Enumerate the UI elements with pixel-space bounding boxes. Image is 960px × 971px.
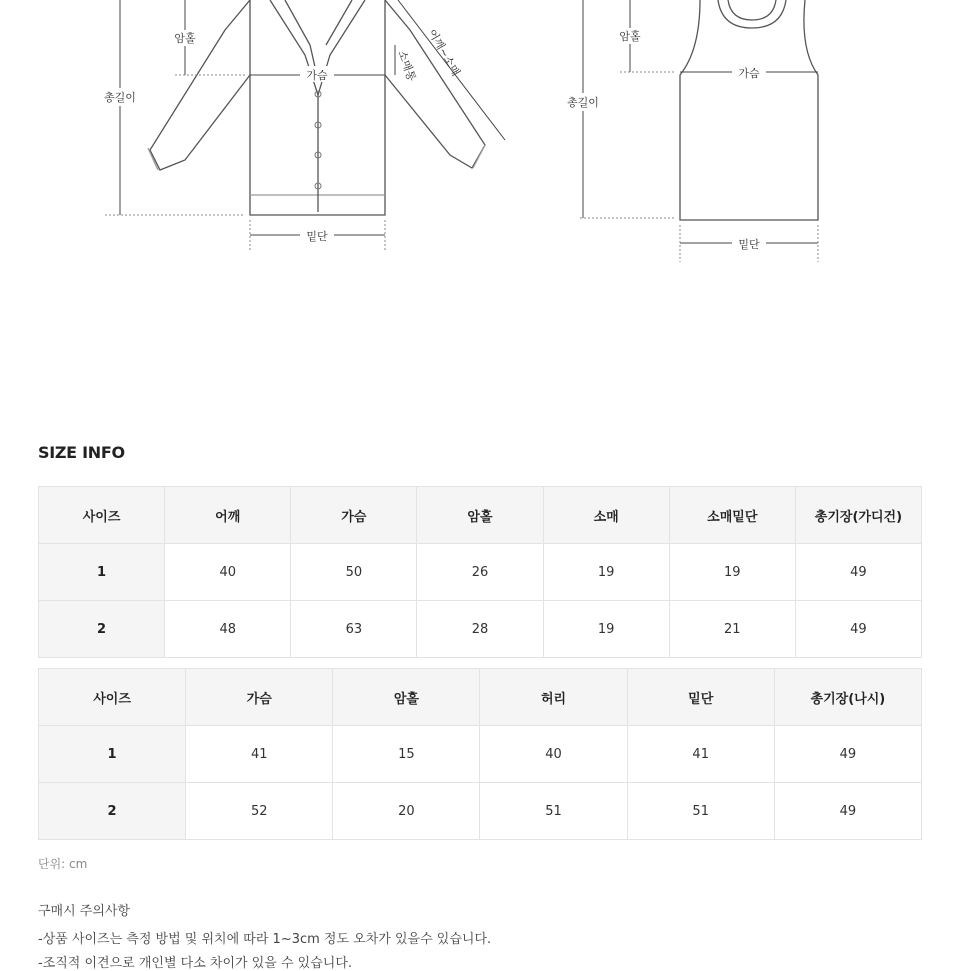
table-cell: 50 (291, 544, 417, 601)
table-cell: 49 (795, 544, 921, 601)
table-cell: 41 (627, 726, 774, 783)
size-cell: 1 (39, 726, 186, 783)
table-header-row (39, 669, 922, 726)
header-cell: 소매 (543, 487, 669, 544)
table-cell: 40 (165, 544, 291, 601)
header-cell: 소매밑단 (669, 487, 795, 544)
table-row (39, 544, 922, 601)
vest-hem-label: 밑단 (738, 238, 760, 251)
size-cell: 1 (39, 544, 165, 601)
size-info-title: SIZE INFO (38, 443, 125, 462)
cardigan-chest-label: 가슴 (306, 69, 328, 82)
vest-illustration (680, 0, 818, 220)
table-cell: 15 (333, 726, 480, 783)
size-cell: 2 (39, 601, 165, 658)
table-row (39, 601, 922, 658)
notice-title: 구매시 주의사항 (38, 904, 131, 919)
header-cell: 암홀 (417, 487, 543, 544)
table-cell: 49 (795, 601, 921, 658)
cardigan-hem-label: 밑단 (306, 230, 328, 243)
cardigan-size-table (38, 486, 922, 658)
header-cell: 총기장(나시) (774, 669, 921, 726)
cardigan-cuff-label: 소매통 (395, 48, 419, 83)
table-cell: 26 (417, 544, 543, 601)
header-cell: 총기장(가디건) (795, 487, 921, 544)
table-cell: 63 (291, 601, 417, 658)
table-cell: 52 (186, 783, 333, 840)
cardigan-shoulder-sleeve-label: 어깨~소매 (425, 27, 463, 79)
table-cell: 28 (417, 601, 543, 658)
header-cell: 사이즈 (39, 487, 165, 544)
table-row (39, 783, 922, 840)
table-cell: 19 (543, 544, 669, 601)
notice-line: -상품 사이즈는 측정 방법 및 위치에 따라 1~3cm 정도 오차가 있을수 있습니다. (38, 932, 492, 947)
size-diagram (0, 0, 960, 300)
table-row (39, 726, 922, 783)
header-cell: 어깨 (165, 487, 291, 544)
header-cell: 가슴 (186, 669, 333, 726)
header-cell: 허리 (480, 669, 627, 726)
table-cell: 49 (774, 783, 921, 840)
table-cell: 49 (774, 726, 921, 783)
table-cell: 48 (165, 601, 291, 658)
cardigan-armhole-label: 암홀 (174, 32, 196, 45)
header-cell: 암홀 (333, 669, 480, 726)
size-cell: 2 (39, 783, 186, 840)
table-cell: 51 (627, 783, 774, 840)
table-cell: 19 (543, 601, 669, 658)
vest-armhole-label: 암홀 (619, 30, 641, 43)
vest-total-length-label: 총길이 (567, 96, 599, 109)
vest-chest-label: 가슴 (738, 67, 760, 80)
header-cell: 사이즈 (39, 669, 186, 726)
table-header-row (39, 487, 922, 544)
cardigan-total-length-label: 총길이 (104, 91, 136, 104)
table-cell: 19 (669, 544, 795, 601)
table-cell: 21 (669, 601, 795, 658)
table-cell: 20 (333, 783, 480, 840)
table-cell: 41 (186, 726, 333, 783)
table-cell: 51 (480, 783, 627, 840)
vest-size-table (38, 668, 922, 840)
header-cell: 밑단 (627, 669, 774, 726)
table-cell: 40 (480, 726, 627, 783)
notice-line: -조직적 이견으로 개인별 다소 차이가 있을 수 있습니다. (38, 956, 353, 971)
unit-note: 단위: cm (38, 857, 88, 871)
header-cell: 가슴 (291, 487, 417, 544)
